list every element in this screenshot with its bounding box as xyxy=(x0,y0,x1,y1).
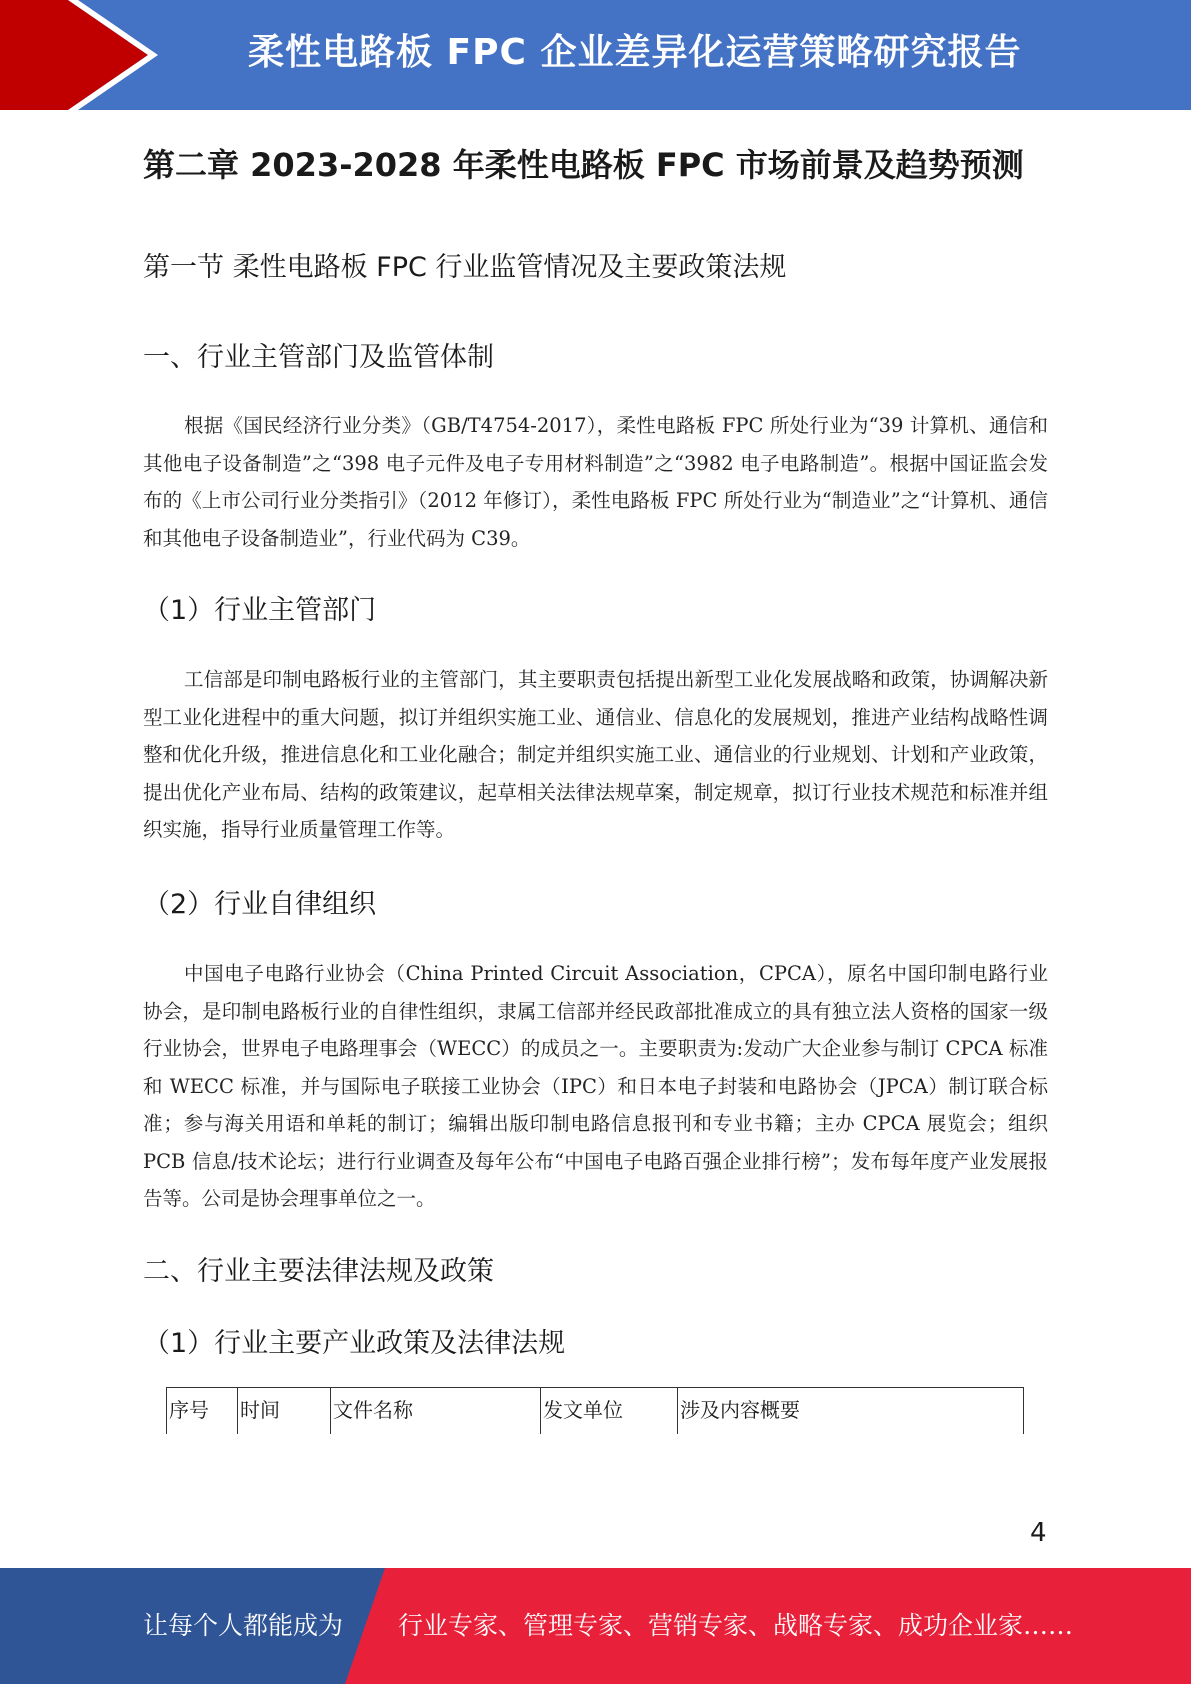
paragraph-self-regulatory-org: 中国电子电路行业协会（China Printed Circuit Association，CPCA），原名中国印制电路行业协会，是印制电路板行业的自律性组织，隶属工信部并经民政部批准成立的具有独立法人资格的国家一级行业协会，世界电子电路理事会（WECC）的成员之一。主要职责为:发动广大企业参与制订 CPCA 标准和 WECC 标准，并与国际电子联接工业协会（IPC）和日本电子封装和电路协会（JPCA）制订联合标准；参与海关用语和单耗的制订；编辑出版印制电路信息报刊和专业书籍；主办 CPCA 展览会；组织 PCB 信息/技术论坛；进行行业调查及每年公布“中国电子电路百强企业排行榜”；发布每年度产业发展报告等。公司是协会理事单位之一。 xyxy=(143,962,1048,1210)
page-footer xyxy=(0,1568,1191,1684)
table-header-issuer: 发文单位 xyxy=(541,1388,678,1435)
heading-industrial-policies: （1）行业主要产业政策及法律法规 xyxy=(143,1328,566,1359)
heading-self-regulatory-org: （2）行业自律组织 xyxy=(143,889,377,920)
table-header-document-name: 文件名称 xyxy=(331,1388,541,1435)
paragraph-competent-department: 工信部是印制电路板行业的主管部门，其主要职责包括提出新型工业化发展战略和政策，协调解决新型工业化进程中的重大问题，拟订并组织实施工业、通信业、信息化的发展规划，推进产业结构战略性调整和优化升级，推进信息化和工业化融合；制定并组织实施工业、通信业的行业规划、计划和产业政策，提出优化产业布局、结构的政策建议，起草相关法律法规草案，制定规章，拟订行业技术规范和标准并组织实施，指导行业质量管理工作等。 xyxy=(143,668,1048,841)
table-header-index: 序号 xyxy=(167,1388,238,1435)
heading-competent-department: （1）行业主管部门 xyxy=(143,595,377,626)
policy-table xyxy=(166,1387,1024,1434)
page-number: 4 xyxy=(1030,1518,1047,1548)
chapter-title: 第二章 2023-2028 年柔性电路板 FPC 市场前景及趋势预测 xyxy=(143,146,1024,184)
page-header xyxy=(0,0,1191,110)
section-title: 第一节 柔性电路板 FPC 行业监管情况及主要政策法规 xyxy=(143,252,787,283)
heading-laws-and-policies: 二、行业主要法律法规及政策 xyxy=(143,1256,494,1287)
red-chevron-decoration xyxy=(0,0,160,110)
report-title: 柔性电路板 FPC 企业差异化运营策略研究报告 xyxy=(248,32,1022,73)
heading-regulatory-system: 一、行业主管部门及监管体制 xyxy=(143,342,494,373)
table-header-summary: 涉及内容概要 xyxy=(678,1388,1024,1435)
table-header-row xyxy=(167,1388,1024,1435)
footer-slogan-right: 行业专家、管理专家、营销专家、战略专家、成功企业家…… xyxy=(398,1611,1074,1640)
footer-slogan-left: 让每个人都能成为 xyxy=(143,1611,344,1640)
table-header-time: 时间 xyxy=(238,1388,331,1435)
paragraph-industry-classification: 根据《国民经济行业分类》（GB/T4754-2017），柔性电路板 FPC 所处行业为“39 计算机、通信和其他电子设备制造”之“398 电子元件及电子专用材料制造”之“3982 电子电路制造”。根据中国证监会发布的《上市公司行业分类指引》（2012 年修订），柔性电路板 FPC 所处行业为“制造业”之“计算机、通信和其他电子设备制造业”，行业代码为 C39。 xyxy=(143,414,1048,550)
